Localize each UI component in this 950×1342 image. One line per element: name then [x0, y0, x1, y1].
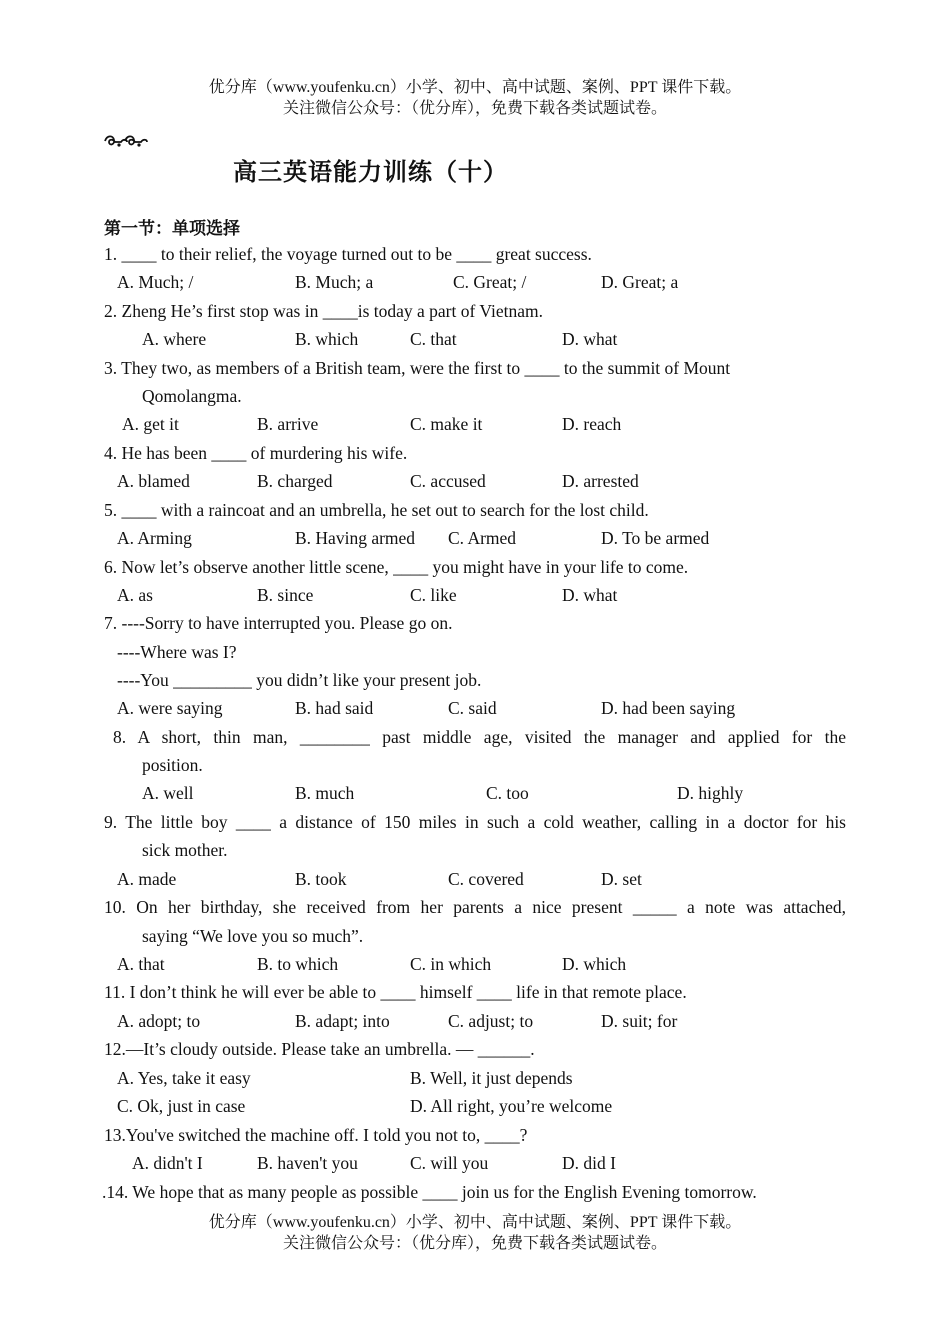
footer-line-1: 优分库（www.youfenku.cn）小学、初中、高中试题、案例、PPT 课件下载。 [208, 1214, 742, 1231]
question-13-text: 13.You've switched the machine off. I told you not to, ____? [104, 1125, 528, 1145]
question-11-option-b: B. adapt; into [295, 1011, 390, 1031]
question-8-option-d: D. highly [677, 783, 744, 803]
question-13-option-d: D. did I [562, 1153, 616, 1173]
question-4-option-a: A. blamed [117, 471, 190, 491]
question-10-option-c: C. in which [410, 954, 492, 974]
question-1-option-b: B. Much; a [295, 272, 374, 292]
question-2-option-b: B. which [295, 329, 359, 349]
question-4-text: 4. He has been ____ of murdering his wife. [104, 443, 408, 463]
question-5-option-c: C. Armed [448, 528, 517, 548]
question-11-option-c: C. adjust; to [448, 1011, 534, 1031]
question-12-option-d: D. All right, you’re welcome [410, 1096, 613, 1116]
question-11-text: 11. I don’t think he will ever be able to ____ himself ____ life in that remote place. [104, 982, 687, 1002]
question-5-option-a: A. Arming [117, 528, 192, 548]
question-5-option-d: D. To be armed [601, 528, 710, 548]
question-12-option-c: C. Ok, just in case [117, 1096, 246, 1116]
question-10-option-d: D. which [562, 954, 627, 974]
question-8-option-c: C. too [486, 783, 529, 803]
question-3-option-a: A. get it [122, 414, 179, 434]
question-7-option-b: B. had said [295, 698, 374, 718]
flourish-ornament-icon [103, 132, 149, 150]
question-1-option-d: D. Great; a [601, 272, 679, 292]
question-9-option-a: A. made [117, 869, 177, 889]
header-line-2: 关注微信公众号：（优分库），免费下载各类试题试卷。 [282, 100, 667, 117]
question-4-option-b: B. charged [257, 471, 333, 491]
question-13-option-b: B. haven't you [257, 1153, 358, 1173]
question-13-option-a: A. didn't I [132, 1153, 203, 1173]
question-7-option-a: A. were saying [117, 698, 223, 718]
question-6-option-a: A. as [117, 585, 153, 605]
question-7-text: 7. ----Sorry to have interrupted you. Please go on. [104, 613, 453, 633]
question-11-option-d: D. suit; for [601, 1011, 678, 1031]
question-8-text: 8. A short, thin man, ________ past middle age, visited the manager and applied for the [113, 727, 846, 747]
section-title: 第一节：单项选择 [104, 219, 240, 239]
question-9-text-cont: sick mother. [142, 840, 228, 860]
question-8-option-a: A. well [142, 783, 194, 803]
question-1-option-c: C. Great; / [453, 272, 527, 292]
question-3-text-cont: Qomolangma. [142, 386, 242, 406]
question-1-text: 1. ____ to their relief, the voyage turned out to be ____ great success. [104, 244, 592, 264]
page-title: 高三英语能力训练（十） [233, 158, 508, 186]
question-6-option-c: C. like [410, 585, 457, 605]
question-9-option-b: B. took [295, 869, 347, 889]
footer-line-2: 关注微信公众号：（优分库），免费下载各类试题试卷。 [282, 1235, 667, 1252]
question-5-option-b: B. Having armed [295, 528, 416, 548]
question-7-option-c: C. said [448, 698, 497, 718]
question-1-option-a: A. Much; / [117, 272, 194, 292]
question-14-text: .14. We hope that as many people as possible ____ join us for the English Evening tomorrow. [102, 1182, 757, 1202]
question-12-option-a: A. Yes, take it easy [117, 1068, 251, 1088]
question-10-option-b: B. to which [257, 954, 339, 974]
question-9-option-c: C. covered [448, 869, 524, 889]
question-7-dialog-2: ----Where was I? [117, 642, 237, 662]
question-10-text: 10. On her birthday, she received from her parents a nice present _____ a note was attached, [104, 897, 846, 917]
question-9-option-d: D. set [601, 869, 642, 889]
question-3-option-d: D. reach [562, 414, 622, 434]
question-11-option-a: A. adopt; to [117, 1011, 201, 1031]
question-4-option-d: D. arrested [562, 471, 639, 491]
question-2-option-a: A. where [142, 329, 207, 349]
question-8-text-cont: position. [142, 755, 203, 775]
header-line-1: 优分库（www.youfenku.cn）小学、初中、高中试题、案例、PPT 课件下载。 [208, 79, 742, 96]
question-2-option-c: C. that [410, 329, 457, 349]
question-4-option-c: C. accused [410, 471, 486, 491]
question-7-dialog-3: ----You _________ you didn’t like your present job. [117, 670, 482, 690]
question-3-option-c: C. make it [410, 414, 483, 434]
question-6-option-d: D. what [562, 585, 618, 605]
question-9-text: 9. The little boy ____ a distance of 150 miles in such a cold weather, calling in a doctor for his [104, 812, 846, 832]
question-12-text: 12.—It’s cloudy outside. Please take an umbrella. — ______. [104, 1039, 535, 1059]
question-6-option-b: B. since [257, 585, 314, 605]
question-2-text: 2. Zheng He’s first stop was in ____is today a part of Vietnam. [104, 301, 543, 321]
question-13-option-c: C. will you [410, 1153, 489, 1173]
question-7-option-d: D. had been saying [601, 698, 736, 718]
question-10-option-a: A. that [117, 954, 165, 974]
question-3-option-b: B. arrive [257, 414, 319, 434]
question-10-text-cont: saying “We love you so much”. [142, 926, 364, 946]
question-5-text: 5. ____ with a raincoat and an umbrella, he set out to search for the lost child. [104, 500, 649, 520]
question-8-option-b: B. much [295, 783, 355, 803]
question-6-text: 6. Now let’s observe another little scene, ____ you might have in your life to come. [104, 557, 689, 577]
question-3-text: 3. They two, as members of a British team, were the first to ____ to the summit of Mount [104, 358, 731, 378]
question-12-option-b: B. Well, it just depends [410, 1068, 573, 1088]
question-2-option-d: D. what [562, 329, 618, 349]
